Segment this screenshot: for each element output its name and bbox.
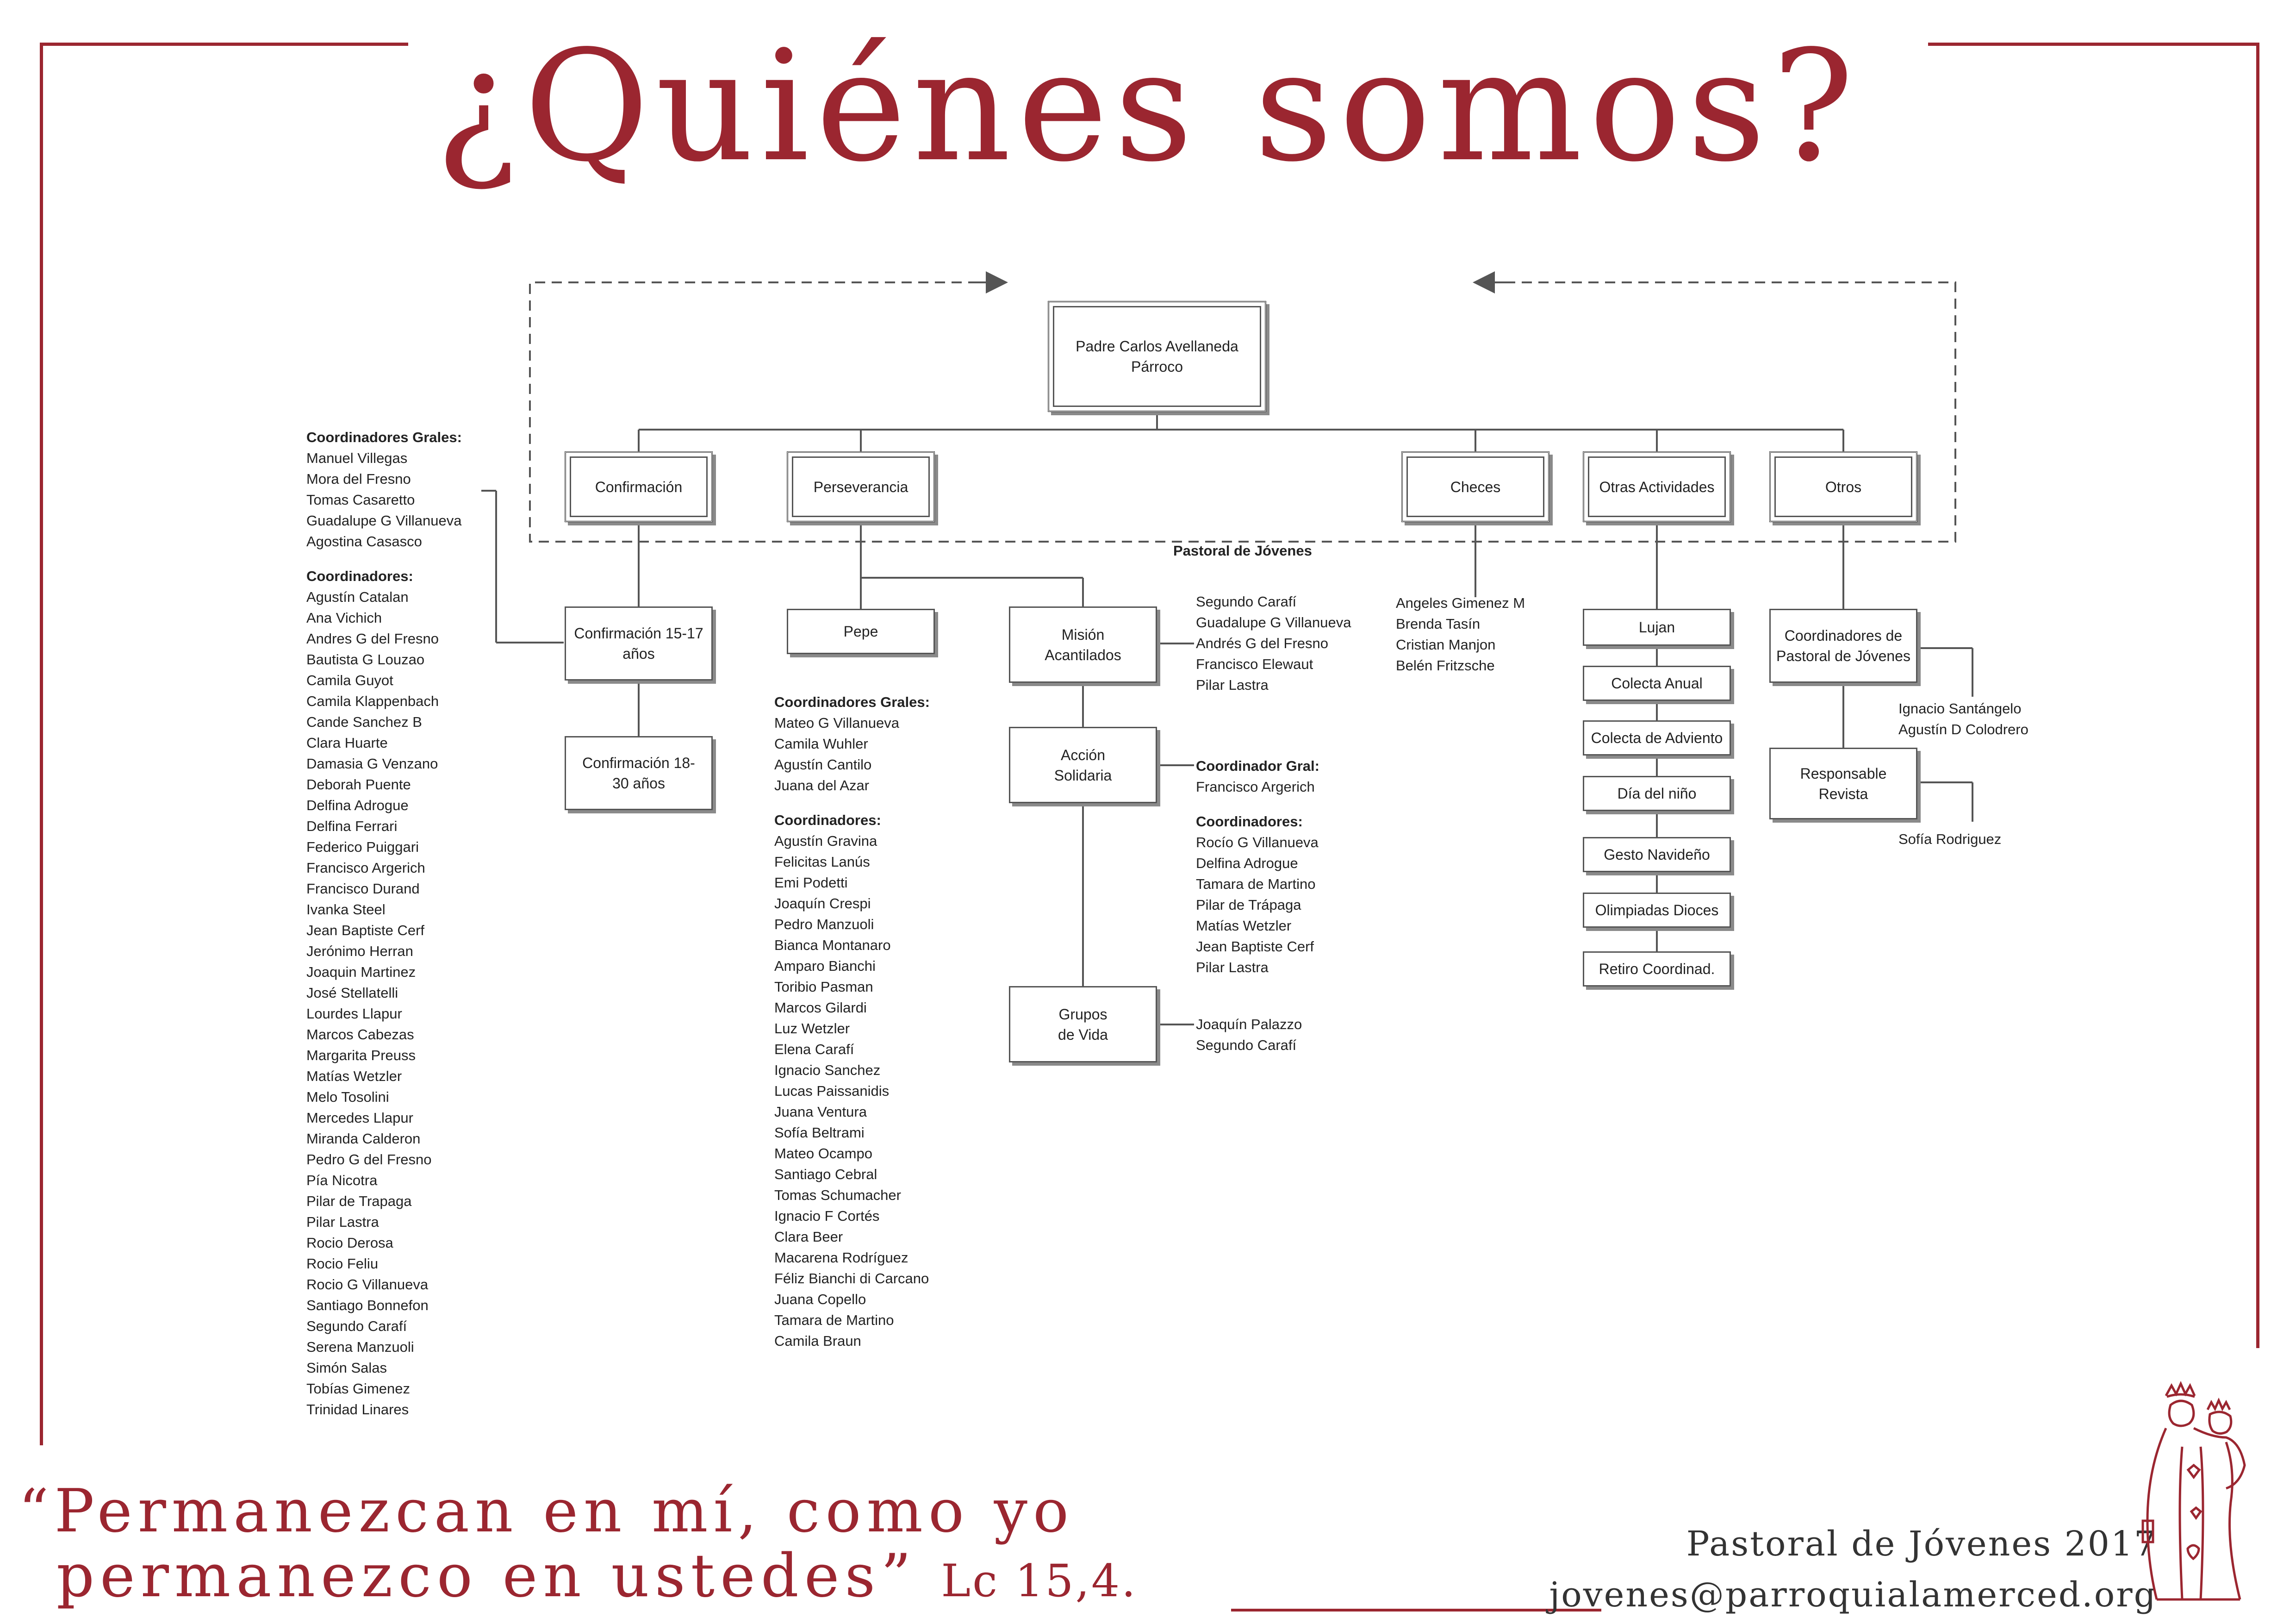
activity-olimpiadas: Olimpiadas Dioces bbox=[1583, 893, 1731, 928]
list-item: Agustín Gravina bbox=[774, 833, 877, 849]
list-item: Ivanka Steel bbox=[306, 901, 386, 918]
branch-checes: Checes bbox=[1401, 451, 1549, 522]
list-item: Simón Salas bbox=[306, 1360, 387, 1376]
list-item: Pedro Manzuoli bbox=[774, 916, 874, 932]
list-item: Delfina Ferrari bbox=[306, 818, 398, 834]
list-item: Camila Klappenbach bbox=[306, 693, 439, 709]
confirmacion-coord-header: Coordinadores: bbox=[306, 568, 413, 584]
list-item: Santiago Bonnefon bbox=[306, 1297, 429, 1313]
activity-gesto-navideno: Gesto Navideño bbox=[1583, 837, 1731, 872]
page-title: ¿Quiénes somos? bbox=[436, 18, 1860, 195]
pepe-box: Pepe bbox=[787, 609, 935, 654]
grupos-members-list: Joaquín Palazzo Segundo Carafí bbox=[1196, 1016, 1302, 1053]
list-item: Segundo Carafí bbox=[306, 1318, 407, 1334]
branch-otras-actividades: Otras Actividades bbox=[1583, 451, 1731, 522]
footer-email[interactable]: jovenes@parroquialamerced.org bbox=[1549, 1575, 2157, 1615]
list-item: Rocio Derosa bbox=[306, 1235, 393, 1251]
pepe-coord bbox=[774, 831, 930, 1351]
list-item: Serena Manzuoli bbox=[306, 1339, 414, 1355]
list-item: Camila Braun bbox=[774, 1333, 861, 1349]
root-name: Padre Carlos Avellaneda bbox=[1076, 338, 1238, 355]
pepe-grales: Mateo G Villanueva Camila Wuhler Agustín Cantilo Juana del Azar bbox=[774, 715, 899, 793]
branch-perseverancia: Perseverancia bbox=[787, 451, 935, 522]
list-item: Bautista G Louzao bbox=[306, 651, 425, 668]
list-item: Matías Wetzler bbox=[306, 1068, 402, 1084]
otros-coordinadores-box: Coordinadores de Pastoral de Jóvenes bbox=[1769, 609, 1917, 683]
list-item: Joaquín Crespi bbox=[774, 895, 871, 912]
list-item: Tobías Gimenez bbox=[306, 1380, 410, 1397]
list-item: Rocio G Villanueva bbox=[306, 1276, 429, 1293]
list-item: Ana Vichich bbox=[306, 610, 382, 626]
activity-lujan: Lujan bbox=[1583, 609, 1731, 646]
confirmacion-18-30-box: Confirmación 18-30 años bbox=[565, 736, 713, 810]
list-item: José Stellatelli bbox=[306, 985, 398, 1001]
quote-line-2: permanezco en ustedes” Lc 15,4. bbox=[56, 1542, 1138, 1611]
list-item: Amparo Bianchi bbox=[774, 958, 876, 974]
list-item: Francisco Durand bbox=[306, 881, 420, 897]
list-item: Francisco Argerich bbox=[306, 860, 425, 876]
mision-members-list: Segundo Carafí Guadalupe G Villanueva Andrés G del Fresno Francisco Elewaut Pilar Lastra bbox=[1196, 593, 1351, 693]
list-item: Andres G del Fresno bbox=[306, 631, 439, 647]
list-item: Tomas Schumacher bbox=[774, 1187, 901, 1203]
activity-dia-del-nino: Día del niño bbox=[1583, 776, 1731, 811]
list-item: Pilar de Trapaga bbox=[306, 1193, 412, 1209]
list-item: Toribio Pasman bbox=[774, 979, 873, 995]
footer-org: Pastoral de Jóvenes 2017 bbox=[1686, 1524, 2157, 1564]
confirmacion-15-17-box: Confirmación 15-17 años bbox=[565, 606, 713, 681]
confirmacion-coordinators-list bbox=[306, 427, 462, 1420]
list-item: Camila Guyot bbox=[306, 672, 393, 688]
list-item: Cande Sanchez B bbox=[306, 714, 422, 730]
list-item: Féliz Bianchi di Carcano bbox=[774, 1270, 929, 1287]
list-item: Rocio Feliu bbox=[306, 1255, 379, 1272]
list-item: Ignacio Sanchez bbox=[774, 1062, 881, 1078]
pepe-coord-header: Coordinadores: bbox=[774, 812, 881, 828]
group-label: Pastoral de Jóvenes bbox=[1173, 543, 1312, 559]
activity-colecta-adviento: Colecta de Adviento bbox=[1583, 720, 1731, 756]
list-item: Pía Nicotra bbox=[306, 1172, 378, 1188]
accion-coord-header: Coordinadores: bbox=[1196, 813, 1303, 830]
bible-quote bbox=[19, 1479, 1138, 1613]
quote-line-1: “Permanezcan en mí, como yo bbox=[19, 1477, 1074, 1546]
list-item: Trinidad Linares bbox=[306, 1401, 409, 1418]
list-item: Elena Carafí bbox=[774, 1041, 854, 1057]
confirmacion-grales-header: Coordinadores Grales: bbox=[306, 429, 462, 445]
otros-revista-box: Responsable Revista bbox=[1769, 748, 1917, 819]
list-item: Margarita Preuss bbox=[306, 1047, 416, 1063]
list-item: Jerónimo Herran bbox=[306, 943, 413, 959]
confirmacion-coord bbox=[306, 587, 462, 1420]
list-item: Juana Copello bbox=[774, 1291, 866, 1307]
list-item: Lucas Paissanidis bbox=[774, 1083, 890, 1099]
list-item: Ignacio F Cortés bbox=[774, 1208, 880, 1224]
branch-confirmacion: Confirmación bbox=[565, 451, 713, 522]
otros-coord-members: Ignacio Santángelo Agustín D Colodrero bbox=[1898, 700, 2028, 737]
accion-solidaria-box: Acción Solidaria bbox=[1009, 727, 1157, 803]
list-item: Mateo Ocampo bbox=[774, 1145, 872, 1162]
activity-retiro: Retiro Coordinad. bbox=[1583, 951, 1731, 987]
grupos-de-vida-box: Grupos de Vida bbox=[1009, 986, 1157, 1062]
list-item: Clara Huarte bbox=[306, 735, 388, 751]
list-item: Jean Baptiste Cerf bbox=[306, 922, 425, 938]
list-item: Mercedes Llapur bbox=[306, 1110, 413, 1126]
list-item: Marcos Cabezas bbox=[306, 1026, 414, 1043]
mision-acantilados-box: Misión Acantilados bbox=[1009, 606, 1157, 683]
list-item: Pedro G del Fresno bbox=[306, 1151, 432, 1168]
list-item: Felicitas Lanús bbox=[774, 854, 870, 870]
confirmacion-grales: Manuel Villegas Mora del Fresno Tomas Casaretto Guadalupe G Villanueva Agostina Casasco bbox=[306, 450, 462, 550]
list-item: Deborah Puente bbox=[306, 776, 411, 793]
list-item: Joaquin Martinez bbox=[306, 964, 416, 980]
otros-revista-members: Sofía Rodriguez bbox=[1898, 831, 2002, 847]
footer-info bbox=[1549, 1518, 2157, 1620]
accion-gral-header: Coordinador Gral: bbox=[1196, 758, 1319, 774]
list-item: Federico Puiggari bbox=[306, 839, 419, 855]
list-item: Delfina Adrogue bbox=[306, 797, 409, 813]
list-item: Marcos Gilardi bbox=[774, 999, 867, 1016]
list-item: Melo Tosolini bbox=[306, 1089, 389, 1105]
list-item: Luz Wetzler bbox=[774, 1020, 850, 1037]
list-item: Sofía Beltrami bbox=[774, 1124, 865, 1141]
list-item: Pilar Lastra bbox=[306, 1214, 379, 1230]
list-item: Bianca Montanaro bbox=[774, 937, 891, 953]
accion-members-list: Coordinador Gral: Francisco Argerich Coordinadores: Rocío G Villanueva Delfina Adrogue Tamara de Martino Pilar de Trápaga Matías Wetzler Jean Baptiste Cerf Pilar Lastra bbox=[1196, 756, 1319, 978]
list-item: Emi Podetti bbox=[774, 874, 848, 891]
checes-members-list: Angeles Gimenez M Brenda Tasín Cristian Manjon Belén Fritzsche bbox=[1396, 595, 1525, 674]
pepe-grales-header: Coordinadores Grales: bbox=[774, 694, 930, 710]
virgin-mary-logo bbox=[2138, 1377, 2268, 1609]
activity-colecta-anual: Colecta Anual bbox=[1583, 666, 1731, 701]
list-item: Damasia G Venzano bbox=[306, 756, 438, 772]
quote-citation: Lc 15,4. bbox=[941, 1555, 1138, 1607]
root-role: Párroco bbox=[1131, 358, 1183, 375]
list-item: Juana Ventura bbox=[774, 1104, 867, 1120]
branch-otros: Otros bbox=[1769, 451, 1917, 522]
list-item: Lourdes Llapur bbox=[306, 1006, 402, 1022]
list-item: Agustín Catalan bbox=[306, 589, 409, 605]
pepe-coordinators-list bbox=[774, 692, 930, 1351]
list-item: Tamara de Martino bbox=[774, 1312, 894, 1328]
list-item: Macarena Rodríguez bbox=[774, 1249, 908, 1266]
list-item: Miranda Calderon bbox=[306, 1131, 421, 1147]
root-node bbox=[1048, 301, 1266, 412]
list-item: Santiago Cebral bbox=[774, 1166, 877, 1182]
list-item: Clara Beer bbox=[774, 1229, 843, 1245]
